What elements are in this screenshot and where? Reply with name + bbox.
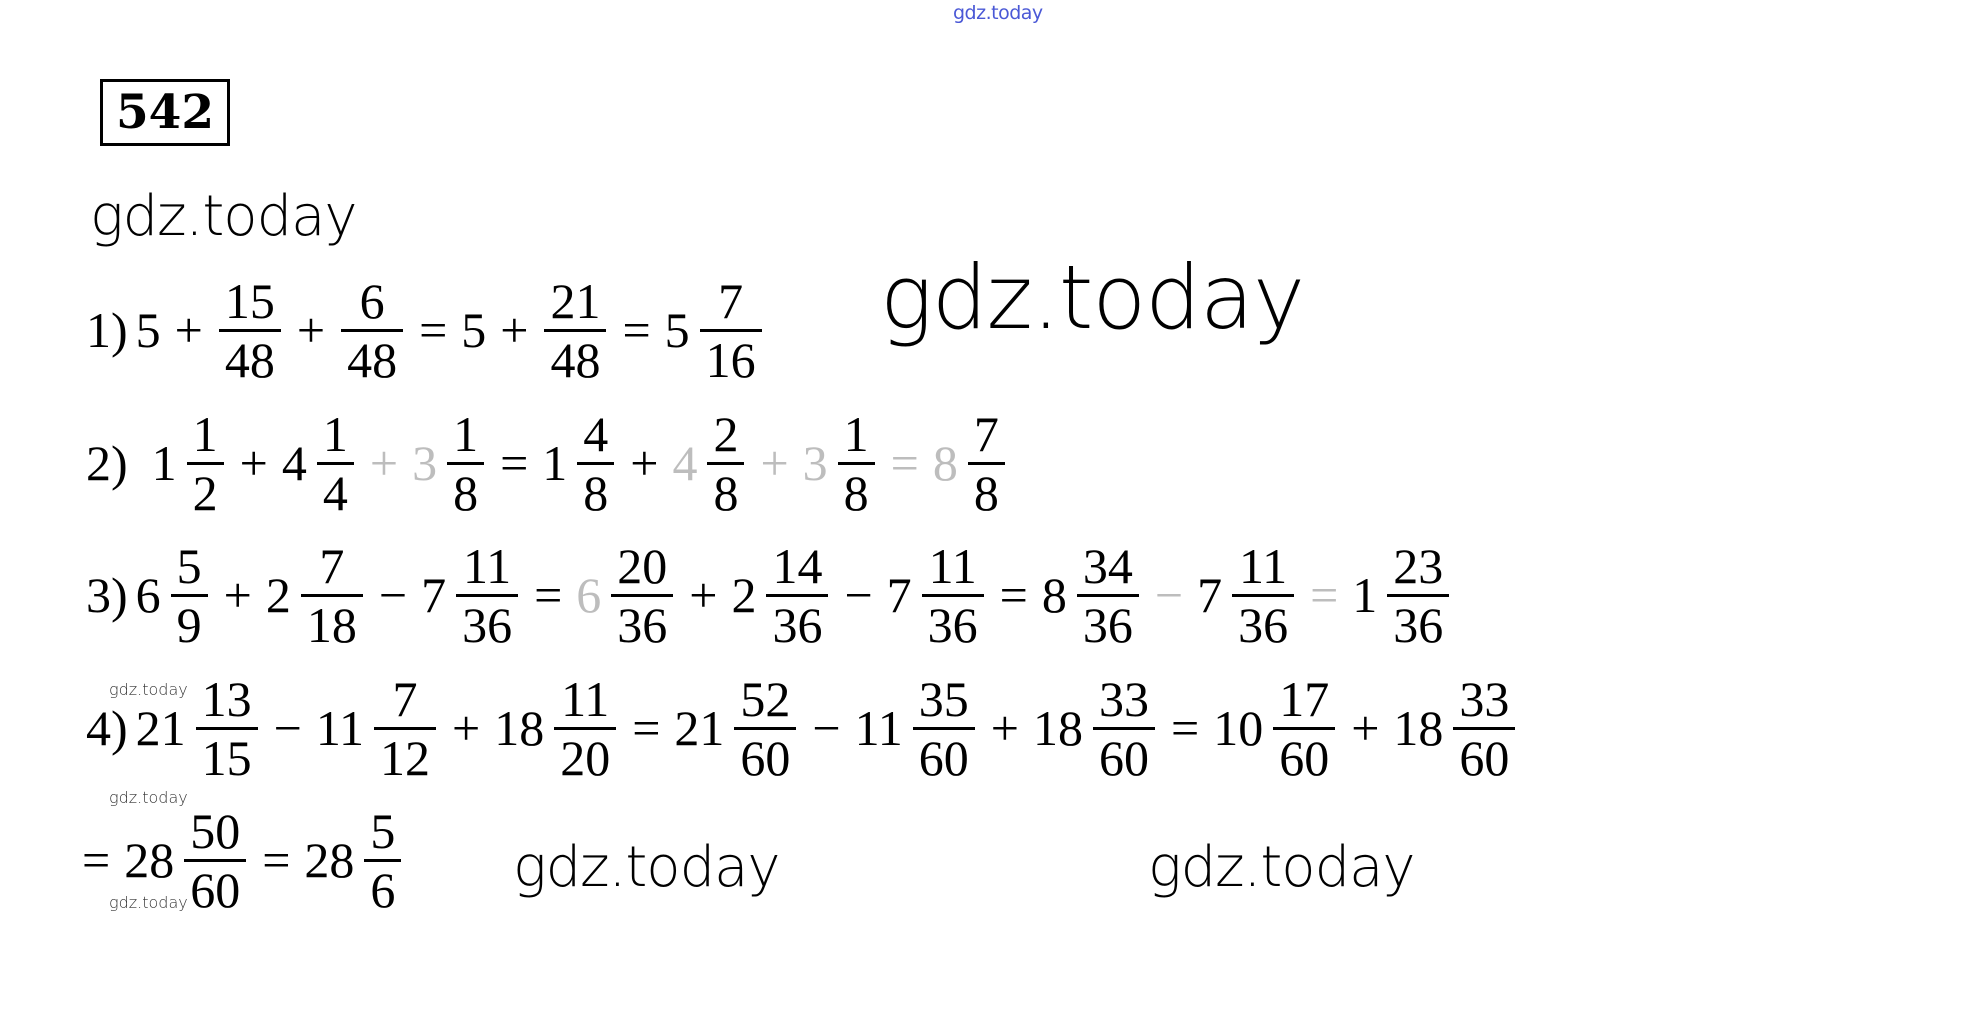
numerator: 23 bbox=[1393, 537, 1444, 594]
fraction bbox=[922, 537, 984, 653]
denominator: 8 bbox=[707, 462, 744, 518]
fraction bbox=[1453, 670, 1515, 786]
numerator: 1 bbox=[453, 405, 479, 462]
fraction bbox=[734, 670, 796, 786]
denominator: 48 bbox=[544, 329, 606, 385]
operator: = bbox=[890, 435, 919, 491]
numerator: 50 bbox=[190, 802, 241, 859]
problem-number: 542 bbox=[100, 79, 230, 146]
fraction bbox=[838, 405, 875, 521]
watermark-small: gdz.today bbox=[109, 788, 188, 807]
numerator: 1 bbox=[192, 405, 218, 462]
line-label: 2) bbox=[86, 435, 128, 491]
whole-number: 1 bbox=[542, 435, 568, 491]
equation-line-1 bbox=[82, 265, 768, 395]
operator: + bbox=[630, 435, 659, 491]
denominator: 2 bbox=[187, 462, 224, 518]
whole-number: 5 bbox=[135, 302, 161, 358]
denominator: 12 bbox=[374, 727, 436, 783]
denominator: 8 bbox=[968, 462, 1005, 518]
denominator: 60 bbox=[1093, 727, 1155, 783]
numerator: 4 bbox=[583, 405, 609, 462]
whole-number: 18 bbox=[1393, 700, 1444, 756]
operator: = bbox=[999, 567, 1028, 623]
fraction bbox=[374, 670, 436, 786]
numerator: 33 bbox=[1098, 670, 1149, 727]
denominator: 48 bbox=[219, 329, 281, 385]
fraction bbox=[554, 670, 616, 786]
fraction bbox=[707, 405, 744, 521]
operator: + bbox=[990, 700, 1019, 756]
line-label: 4) bbox=[86, 700, 128, 756]
fraction bbox=[341, 272, 403, 388]
operator: − bbox=[812, 700, 841, 756]
denominator: 60 bbox=[1273, 727, 1335, 783]
fraction bbox=[317, 405, 354, 521]
fraction bbox=[1093, 670, 1155, 786]
fraction bbox=[447, 405, 484, 521]
denominator: 60 bbox=[184, 859, 246, 915]
denominator: 9 bbox=[171, 594, 208, 650]
whole-number: 7 bbox=[1197, 567, 1223, 623]
whole-number: 11 bbox=[854, 700, 903, 756]
numerator: 14 bbox=[772, 537, 823, 594]
fraction bbox=[364, 802, 401, 918]
whole-number: 18 bbox=[1032, 700, 1083, 756]
denominator: 36 bbox=[922, 594, 984, 650]
whole-number: 7 bbox=[886, 567, 912, 623]
equation-line-2 bbox=[82, 398, 1011, 528]
fraction bbox=[301, 537, 363, 653]
denominator: 60 bbox=[913, 727, 975, 783]
numerator: 34 bbox=[1082, 537, 1133, 594]
fraction bbox=[171, 537, 208, 653]
numerator: 35 bbox=[918, 670, 969, 727]
operator: + bbox=[760, 435, 789, 491]
numerator: 5 bbox=[176, 537, 202, 594]
fraction bbox=[611, 537, 673, 653]
whole-number: 18 bbox=[494, 700, 545, 756]
fraction bbox=[544, 272, 606, 388]
denominator: 36 bbox=[456, 594, 518, 650]
numerator: 52 bbox=[740, 670, 791, 727]
watermark-top: gdz.today bbox=[953, 2, 1043, 24]
fraction bbox=[766, 537, 828, 653]
numerator: 20 bbox=[617, 537, 668, 594]
fraction bbox=[1273, 670, 1335, 786]
numerator: 7 bbox=[718, 272, 744, 329]
numerator: 21 bbox=[550, 272, 601, 329]
equation-line-5 bbox=[82, 795, 407, 925]
numerator: 33 bbox=[1459, 670, 1510, 727]
denominator: 48 bbox=[341, 329, 403, 385]
numerator: 7 bbox=[973, 405, 999, 462]
numerator: 1 bbox=[843, 405, 869, 462]
fraction bbox=[187, 405, 224, 521]
denominator: 36 bbox=[1387, 594, 1449, 650]
whole-number: 28 bbox=[304, 832, 355, 888]
whole-number: 11 bbox=[315, 700, 365, 756]
operator: = bbox=[1310, 567, 1339, 623]
line-label: 1) bbox=[86, 302, 128, 358]
denominator: 60 bbox=[1453, 727, 1515, 783]
numerator: 7 bbox=[319, 537, 345, 594]
whole-number: 2 bbox=[731, 567, 757, 623]
denominator: 36 bbox=[1232, 594, 1294, 650]
line-label: 3) bbox=[86, 567, 128, 623]
whole-number: 3 bbox=[802, 435, 828, 491]
whole-number: 7 bbox=[421, 567, 447, 623]
operator: − bbox=[844, 567, 873, 623]
numerator: 13 bbox=[201, 670, 252, 727]
whole-number: 21 bbox=[135, 700, 186, 756]
operator: + bbox=[452, 700, 481, 756]
operator: = bbox=[500, 435, 529, 491]
denominator: 8 bbox=[447, 462, 484, 518]
fraction bbox=[968, 405, 1005, 521]
operator: = bbox=[632, 700, 661, 756]
whole-number: 10 bbox=[1213, 700, 1264, 756]
fraction bbox=[700, 272, 762, 388]
fraction bbox=[1077, 537, 1139, 653]
fraction bbox=[1387, 537, 1449, 653]
numerator: 5 bbox=[370, 802, 396, 859]
denominator: 36 bbox=[766, 594, 828, 650]
numerator: 2 bbox=[713, 405, 739, 462]
denominator: 8 bbox=[838, 462, 875, 518]
fraction bbox=[1232, 537, 1294, 653]
numerator: 6 bbox=[359, 272, 385, 329]
denominator: 6 bbox=[364, 859, 401, 915]
operator: + bbox=[239, 435, 268, 491]
operator: − bbox=[273, 700, 302, 756]
operator: = bbox=[622, 302, 651, 358]
numerator: 7 bbox=[392, 670, 418, 727]
equation-line-3 bbox=[82, 530, 1455, 660]
numerator: 11 bbox=[1239, 537, 1288, 594]
operator: + bbox=[689, 567, 718, 623]
whole-number: 1 bbox=[1352, 567, 1378, 623]
operator: + bbox=[369, 435, 399, 491]
operator: + bbox=[1351, 700, 1380, 756]
whole-number: 6 bbox=[135, 567, 161, 623]
numerator: 11 bbox=[928, 537, 977, 594]
fraction bbox=[219, 272, 281, 388]
operator: − bbox=[1154, 567, 1184, 623]
whole-number: 3 bbox=[412, 435, 438, 491]
numerator: 15 bbox=[224, 272, 275, 329]
whole-number: 4 bbox=[281, 435, 307, 491]
watermark: gdz.today bbox=[90, 184, 357, 249]
denominator: 60 bbox=[734, 727, 796, 783]
watermark: gdz.today bbox=[513, 835, 780, 900]
operator: + bbox=[296, 302, 326, 358]
whole-number: 21 bbox=[674, 700, 725, 756]
operator: + bbox=[500, 302, 529, 358]
operator: = bbox=[534, 567, 563, 623]
whole-number: 6 bbox=[576, 567, 602, 623]
operator: = bbox=[82, 832, 111, 888]
numerator: 11 bbox=[462, 537, 512, 594]
operator: + bbox=[174, 302, 203, 358]
whole-number: 28 bbox=[124, 832, 175, 888]
denominator: 16 bbox=[700, 329, 762, 385]
numerator: 1 bbox=[322, 405, 348, 462]
equation-line-4 bbox=[82, 663, 1521, 793]
operator: − bbox=[378, 567, 408, 623]
denominator: 15 bbox=[196, 727, 258, 783]
whole-number: 8 bbox=[932, 435, 958, 491]
fraction bbox=[196, 670, 258, 786]
fraction bbox=[577, 405, 614, 521]
operator: = bbox=[1170, 700, 1200, 756]
whole-number: 8 bbox=[1041, 567, 1067, 623]
numerator: 11 bbox=[561, 670, 610, 727]
denominator: 8 bbox=[577, 462, 614, 518]
fraction bbox=[913, 670, 975, 786]
denominator: 4 bbox=[317, 462, 354, 518]
denominator: 18 bbox=[301, 594, 363, 650]
denominator: 36 bbox=[611, 594, 673, 650]
whole-number: 5 bbox=[664, 302, 690, 358]
whole-number: 2 bbox=[265, 567, 291, 623]
whole-number: 5 bbox=[461, 302, 487, 358]
fraction bbox=[456, 537, 518, 653]
denominator: 20 bbox=[554, 727, 616, 783]
whole-number: 4 bbox=[672, 435, 698, 491]
watermark: gdz.today bbox=[880, 246, 1305, 349]
whole-number: 1 bbox=[151, 435, 177, 491]
watermark-small: gdz.today bbox=[109, 680, 188, 699]
operator: = bbox=[419, 302, 448, 358]
numerator: 17 bbox=[1279, 670, 1330, 727]
operator: + bbox=[223, 567, 252, 623]
watermark-small: gdz.today bbox=[109, 893, 188, 912]
denominator: 36 bbox=[1077, 594, 1139, 650]
fraction bbox=[184, 802, 246, 918]
watermark: gdz.today bbox=[1148, 835, 1415, 900]
operator: = bbox=[262, 832, 291, 888]
